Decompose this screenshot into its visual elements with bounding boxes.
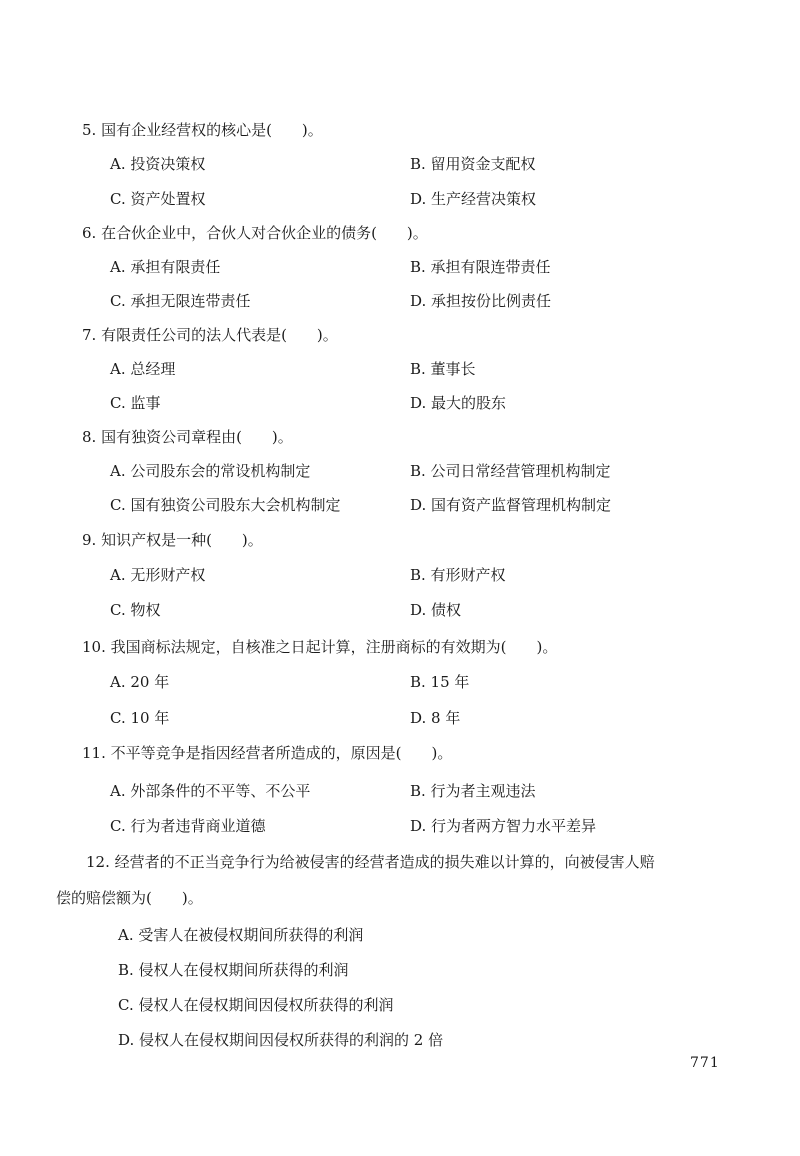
question-5-option-c: C. 资产处置权	[110, 190, 206, 208]
question-6-option-a: A. 承担有限责任	[110, 258, 221, 276]
question-12-stem-line-2: 偿的赔偿额为( )。	[56, 889, 203, 907]
question-11-option-d: D. 行为者两方智力水平差异	[410, 817, 597, 835]
question-7-option-c: C. 监事	[110, 394, 161, 412]
question-9-option-b: B. 有形财产权	[410, 566, 506, 584]
question-7-option-b: B. 董事长	[410, 360, 476, 378]
question-12-option-c: C. 侵权人在侵权期间因侵权所获得的利润	[118, 996, 394, 1014]
question-7-option-d: D. 最大的股东	[410, 394, 507, 412]
question-12-stem-line-1: 12. 经营者的不正当竞争行为给被侵害的经营者造成的损失难以计算的，向被侵害人赔	[86, 853, 655, 871]
question-5-option-b: B. 留用资金支配权	[410, 155, 536, 173]
question-8-option-c: C. 国有独资公司股东大会机构制定	[110, 496, 341, 514]
question-10-option-d: D. 8 年	[410, 709, 461, 727]
question-9-stem: 9. 知识产权是一种( )。	[82, 531, 263, 549]
question-7-stem: 7. 有限责任公司的法人代表是( )。	[82, 326, 338, 344]
question-6-option-c: C. 承担无限连带责任	[110, 292, 251, 310]
question-10-option-a: A. 20 年	[110, 673, 170, 691]
page-number: 771	[690, 1055, 720, 1071]
question-6-stem: 6. 在合伙企业中，合伙人对合伙企业的债务( )。	[82, 224, 428, 242]
question-12-option-a: A. 受害人在被侵权期间所获得的利润	[118, 926, 364, 944]
question-12-option-d: D. 侵权人在侵权期间因侵权所获得的利润的 2 倍	[118, 1031, 444, 1049]
question-10-option-c: C. 10 年	[110, 709, 170, 727]
question-9-option-d: D. 债权	[410, 601, 462, 619]
question-10-stem: 10. 我国商标法规定，自核准之日起计算，注册商标的有效期为( )。	[82, 638, 558, 656]
question-8-option-b: B. 公司日常经营管理机构制定	[410, 462, 611, 480]
question-11-option-a: A. 外部条件的不平等、不公平	[110, 782, 311, 800]
question-8-option-d: D. 国有资产监督管理机构制定	[410, 496, 612, 514]
question-11-option-c: C. 行为者违背商业道德	[110, 817, 266, 835]
question-9-option-a: A. 无形财产权	[110, 566, 206, 584]
question-5-option-a: A. 投资决策权	[110, 155, 206, 173]
question-5-stem: 5. 国有企业经营权的核心是( )。	[82, 121, 323, 139]
question-5-option-d: D. 生产经营决策权	[410, 190, 537, 208]
question-8-stem: 8. 国有独资公司章程由( )。	[82, 428, 293, 446]
question-12-option-b: B. 侵权人在侵权期间所获得的利润	[118, 961, 349, 979]
question-6-option-d: D. 承担按份比例责任	[410, 292, 552, 310]
question-9-option-c: C. 物权	[110, 601, 161, 619]
question-10-option-b: B. 15 年	[410, 673, 470, 691]
question-8-option-a: A. 公司股东会的常设机构制定	[110, 462, 311, 480]
question-11-option-b: B. 行为者主观违法	[410, 782, 536, 800]
question-11-stem: 11. 不平等竞争是指因经营者所造成的，原因是( )。	[82, 744, 453, 762]
question-7-option-a: A. 总经理	[110, 360, 176, 378]
question-6-option-b: B. 承担有限连带责任	[410, 258, 551, 276]
